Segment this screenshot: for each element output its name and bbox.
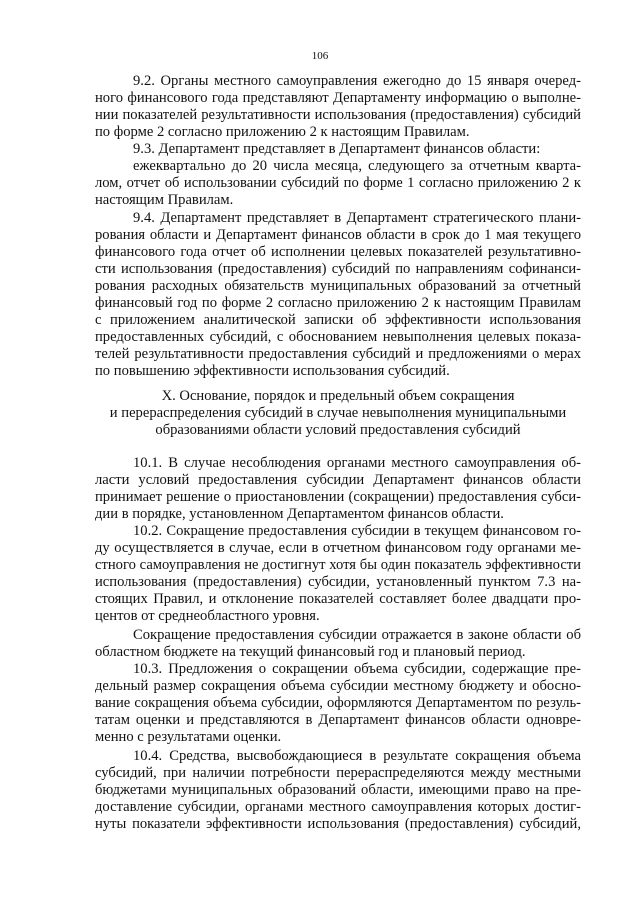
text-line: центов от среднеобластного уровня. <box>95 608 320 624</box>
text-line: ласти условий предоставления субсидии Департамент финансов области <box>95 472 581 488</box>
text-line: татам оценки и представляются в Департамент финансов области одновре- <box>95 712 581 728</box>
text-line: 10.4. Средства, высвобождающиеся в результате сокращения объема <box>133 748 581 764</box>
text-line: настоящим Правилам. <box>95 192 234 208</box>
text-line: принимает решение о приостановлении (сокращении) предоставления субси- <box>95 489 581 505</box>
text-line: ду осуществляется в случае, если в отчетном финансовом году органами ме- <box>95 540 581 556</box>
text-line: бюджетами муниципальных образований области, имеющими право на пре- <box>95 782 581 798</box>
text-line: 9.3. Департамент представляет в Департамент финансов области: <box>133 141 541 157</box>
text-line: менно с результатами оценки. <box>95 729 282 745</box>
text-line: доставление субсидии, органами местного самоуправления которых достиг- <box>95 799 581 815</box>
text-line: дельный размер сокращения объема субсидии местному бюджету и обосно- <box>95 678 581 694</box>
text-line: сти использования (предоставления) субсидий по направлениям софинанси- <box>95 261 581 277</box>
text-line: рования области и Департамент финансов области в срок до 1 мая текущего <box>95 227 581 243</box>
text-line: стоящих Правил, и отклонение показателей составляет более двадцати про- <box>95 591 581 607</box>
text-line: финансовый год по форме 2 согласно приложению 2 к настоящим Правилам <box>95 295 581 311</box>
text-line: финансового года отчет об исполнении целевых показателей результативно- <box>95 244 581 260</box>
text-line: стного самоуправления не достигнут хотя бы один показатель эффективности <box>95 557 581 573</box>
text-line: рования расходных обязательств муниципальных образований за отчетный <box>95 278 581 294</box>
text-line: по повышению эффективности использования субсидий. <box>95 363 450 379</box>
text-line: предоставленных субсидий, с обоснованием невыполнения целевых показа- <box>95 329 581 345</box>
text-line: ного финансового года представляют Департаменту информацию о выполне- <box>95 90 581 106</box>
text-line: областном бюджете на текущий финансовый год и плановый период. <box>95 644 526 660</box>
text-line: 10.2. Сокращение предоставления субсидии в текущем финансовом го- <box>133 523 581 539</box>
text-line: нии показателей результативности использования (предоставления) субсидий <box>95 107 581 123</box>
text-line: Сокращение предоставления субсидии отражается в законе области об <box>133 627 581 643</box>
text-line: 10.1. В случае несоблюдения органами местного самоуправления об- <box>133 455 581 471</box>
text-line: нуты показатели эффективности использования (предоставления) субсидий, <box>95 816 581 832</box>
text-line: использования (предоставления) субсидии, установленный пунктом 7.3 на- <box>95 574 581 590</box>
text-line: ежеквартально до 20 числа месяца, следующего за отчетным кварта- <box>133 158 581 174</box>
heading-line: X. Основание, порядок и предельный объем сокращения <box>161 388 515 404</box>
text-line: по форме 2 согласно приложению 2 к настоящим Правилам. <box>95 124 470 140</box>
text-line: 9.4. Департамент представляет в Департамент стратегического плани- <box>133 210 581 226</box>
page-number: 106 <box>311 50 329 62</box>
text-line: с приложением аналитической записки об эффективности использования <box>95 312 581 328</box>
text-line: 9.2. Органы местного самоуправления ежегодно до 15 января очеред- <box>133 73 581 89</box>
heading-line: образованиями области условий предоставления субсидий <box>155 422 521 438</box>
text-line: вание сокращения объема субсидии, оформляются Департаментом по резуль- <box>95 695 581 711</box>
text-line: 10.3. Предложения о сокращении объема субсидии, содержащие пре- <box>133 661 581 677</box>
text-line: субсидий, при наличии потребности перераспределяются между местными <box>95 765 581 781</box>
heading-line: и перераспределения субсидий в случае невыполнения муниципальными <box>109 405 567 421</box>
text-line: лом, отчет об использовании субсидий по форме 1 согласно приложению 2 к <box>95 175 581 191</box>
text-line: телей результативности предоставления субсидий и предложениями о мерах <box>95 346 581 362</box>
text-line: дии в порядке, установленном Департаментом финансов области. <box>95 506 504 522</box>
